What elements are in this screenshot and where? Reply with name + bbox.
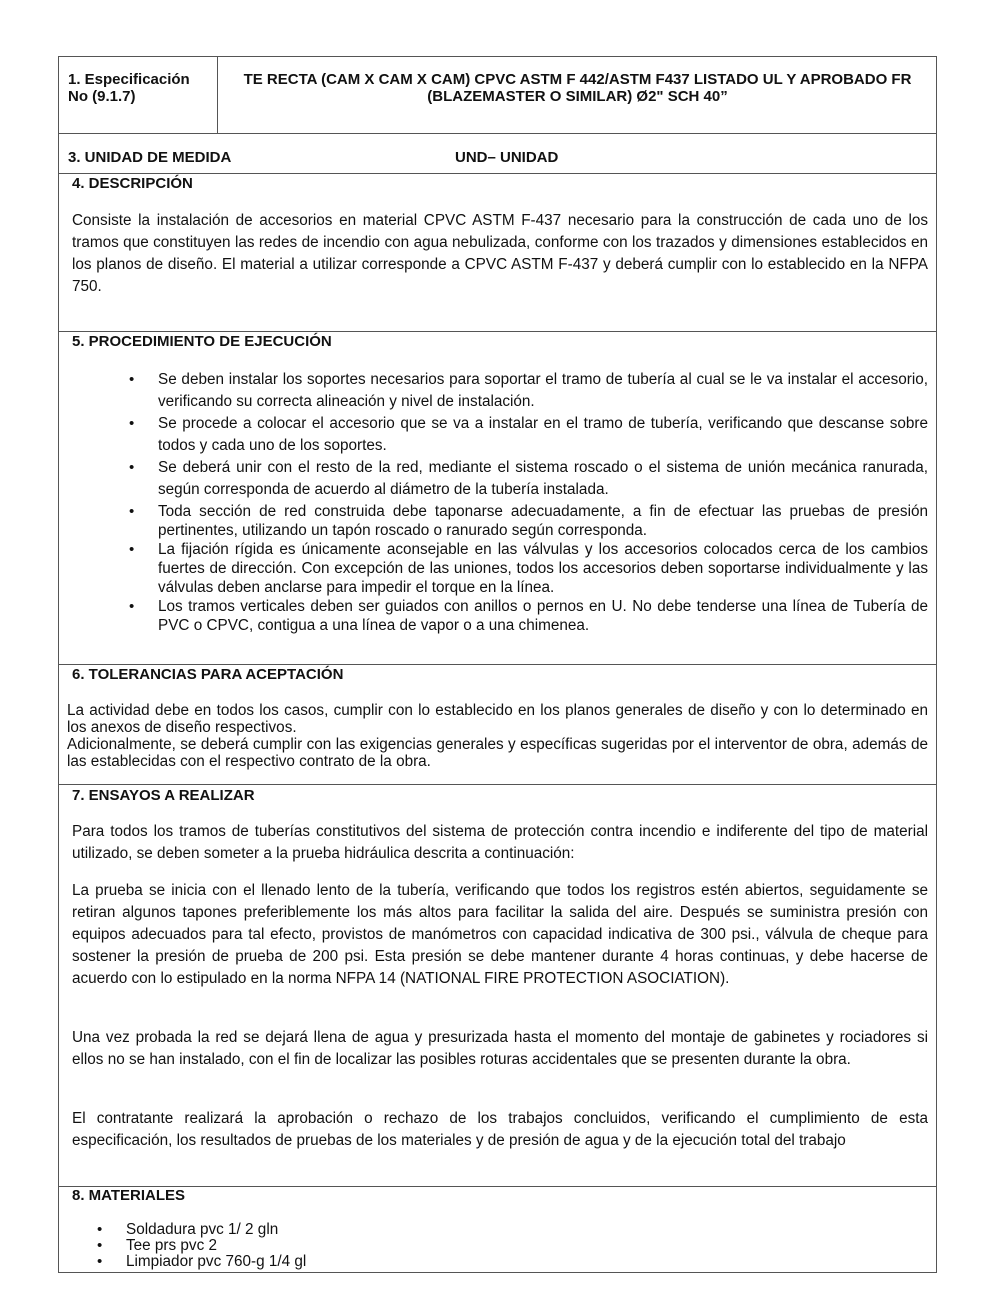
tests-heading: 7. ENSAYOS A REALIZAR	[72, 787, 255, 804]
rule-table-bottom	[58, 1272, 937, 1273]
materials-item: • Limpiador pvc 760-g 1/4 gl	[97, 1253, 307, 1270]
description-heading: 4. DESCRIPCIÓN	[72, 175, 193, 192]
bullet-icon: •	[129, 371, 135, 388]
bullet-icon: •	[97, 1253, 103, 1270]
procedure-list	[129, 369, 928, 635]
rule-header-bottom	[58, 133, 937, 134]
rule-tests-bottom	[58, 1186, 937, 1187]
bullet-icon: •	[97, 1237, 103, 1254]
tolerances-paragraph: Adicionalmente, se deberá cumplir con las exigencias generales y específicas sugeridas por el interventor de obra, además de las establecidas con el respectivo contrato de la obra.	[67, 736, 928, 770]
bullet-icon: •	[129, 459, 135, 476]
tolerances-heading: 6. TOLERANCIAS PARA ACEPTACIÓN	[72, 666, 344, 683]
bullet-icon: •	[129, 541, 135, 558]
description-text: Consiste la instalación de accesorios en material CPVC ASTM F-437 necesario para la construcción de cada uno de los tramos que constituyen las redes de incendio con agua nebulizada, conforme con los trazados y dimensiones establecidos en los planos de diseño. El material a utilizar corresponde a CPVC ASTM F-437 y deberá cumplir con lo establecido en la NFPA 750.	[72, 212, 928, 295]
unit-label: 3. UNIDAD DE MEDIDA	[68, 149, 232, 166]
bullet-icon: •	[129, 415, 135, 432]
rule-description-bottom	[58, 331, 937, 332]
materials-list	[97, 1221, 826, 1270]
bullet-icon: •	[129, 598, 135, 615]
procedure-item: • Los tramos verticales deben ser guiados con anillos o pernos en U. No debe tenderse una línea de Tubería de PVC o CPVC, contigua a una línea de vapor o a una chimenea.	[129, 598, 928, 634]
tests-paragraph: El contratante realizará la aprobación o rechazo de los trabajos concluidos, verificando el cumplimiento de esta especificación, los resultados de pruebas de los materiales y de presión de agua y de la ejecución total del trabajo	[72, 1110, 928, 1149]
tests-paragraph: Una vez probada la red se dejará llena de agua y presurizada hasta el momento del montaje de gabinetes y rociadores si ellos no se han instalado, con el fin de localizar las posibles roturas accidentales que se presenten durante la obra.	[72, 1029, 928, 1068]
spec-number-label: 1. Especificación No (9.1.7)	[68, 71, 190, 105]
rule-tolerances-bottom	[58, 784, 937, 785]
procedure-item: • Se deberá unir con el resto de la red, mediante el sistema roscado o el sistema de unión mecánica ranurada, según corresponda de acuerdo al diámetro de la tubería instalada.	[129, 459, 928, 498]
procedure-item: • La fijación rígida es únicamente aconsejable en las válvulas y los accesorios colocados cerca de los cambios fuertes de dirección. Con excepción de las uniones, todos los accesorios deben soportarse individualmente y las válvulas deben anclarse para impedir el torque en la línea.	[129, 541, 928, 596]
procedure-item: • Se procede a colocar el accesorio que se va a instalar en el tramo de tubería, verificando que descanse sobre todos y cada uno de los soportes.	[129, 415, 928, 454]
materials-item: • Tee prs pvc 2	[97, 1237, 217, 1254]
materials-heading: 8. MATERIALES	[72, 1187, 186, 1204]
bullet-icon: •	[97, 1221, 103, 1238]
bullet-icon: •	[129, 503, 135, 520]
rule-procedure-bottom	[58, 664, 937, 665]
spec-title: TE RECTA (CAM X CAM X CAM) CPVC ASTM F 442/ASTM F437 LISTADO UL Y APROBADO FR (BLAZEMASTER O SIMILAR) Ø2" SCH 40”	[243, 71, 912, 105]
tolerances-paragraph: La actividad debe en todos los casos, cumplir con lo establecido en los planos generales de diseño y con lo determinado en los anexos de diseño respectivos.	[67, 702, 928, 736]
materials-item: • Soldadura pvc 1/ 2 gln	[97, 1221, 279, 1238]
tests-paragraph: Para todos los tramos de tuberías constitutivos del sistema de protección contra incendio e indiferente del tipo de material utilizado, se deben someter a la prueba hidráulica descrita a continuación:	[72, 823, 928, 862]
procedure-heading: 5. PROCEDIMIENTO DE EJECUCIÓN	[72, 333, 332, 350]
tests-paragraph: La prueba se inicia con el llenado lento de la tubería, verificando que todos los registros estén abiertos, seguidamente se retiran algunos tapones preferiblemente los más altos para facilitar la salida del aire. Después se suministra presión con equipos adecuados para tal efecto, provistos de manómetros con capacidad indicativa de 300 psi., válvula de cheque para sostener la presión de prueba de 200 psi. Esta presión se debe mantener durante 4 horas continuas, y debe hacerse de acuerdo con lo estipulado en la norma NFPA 14 (NATIONAL FIRE PROTECTION ASOCIATION).	[72, 882, 928, 987]
procedure-item: • Se deben instalar los soportes necesarios para soportar el tramo de tubería al cual se le va instalar el accesorio, verificando su correcta alineación y nivel de instalación.	[129, 371, 928, 410]
rule-unit-bottom	[58, 173, 937, 174]
procedure-item: • Toda sección de red construida debe taponarse adecuadamente, a fin de efectuar las pruebas de presión pertinentes, utilizando un tapón roscado o ranurado según corresponda.	[129, 503, 928, 539]
unit-value: UND– UNIDAD	[455, 149, 559, 166]
